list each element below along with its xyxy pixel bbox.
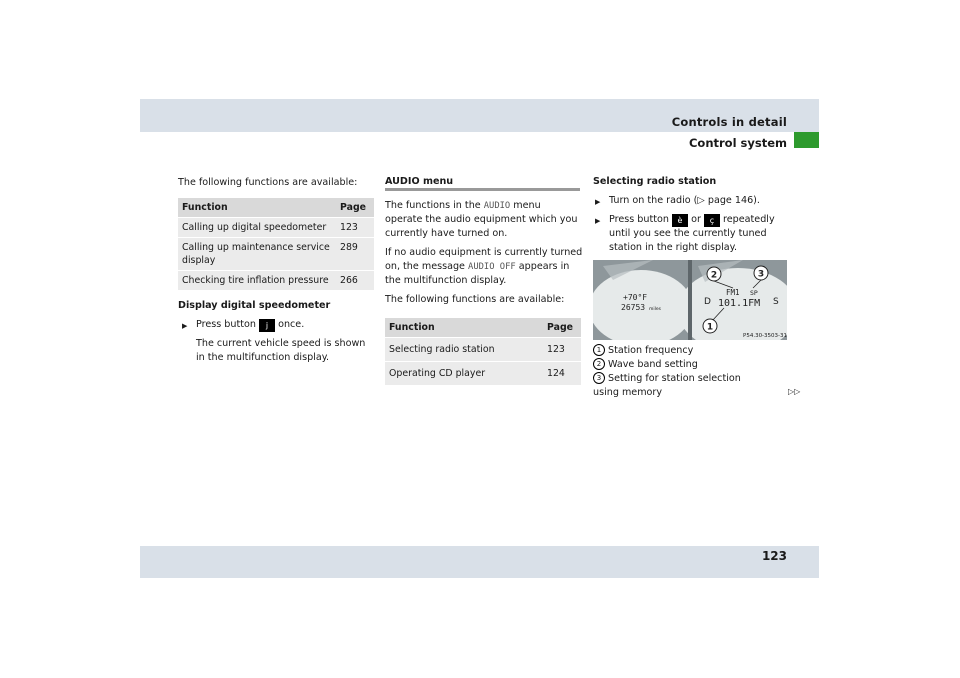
frequency-readout: 101.1FM (718, 298, 761, 309)
heading-rule (385, 188, 580, 191)
page-number: 123 (761, 549, 787, 563)
cluster-illustration (593, 260, 787, 340)
table-header-page: Page (336, 198, 374, 218)
miles-unit: miles (649, 307, 661, 312)
gear-s: S (773, 297, 779, 307)
svg-text:1: 1 (706, 322, 714, 333)
band-readout: FM1 (726, 288, 740, 297)
table-row: Operating CD player 124 (385, 362, 581, 386)
footer-band (140, 546, 819, 578)
svg-text:3: 3 (757, 269, 765, 280)
legend-item-1: 1 Station frequency (593, 344, 693, 358)
step-turn-on-radio: ▶ Turn on the radio (▷ page 146). (609, 194, 760, 208)
svg-text:2: 2 (710, 270, 718, 281)
table-row: Calling up digital speedometer 123 (178, 218, 374, 238)
step-press-button: ▶ Press button j once. (196, 318, 376, 332)
heading-selecting-radio: Selecting radio station (593, 176, 717, 187)
button-j-icon: j (259, 319, 275, 332)
chapter-title: Controls in detail (671, 115, 787, 129)
audio-p1: The functions in the AUDIO menu operate the audio equipment which you currently have turned on. (385, 200, 578, 239)
figure-code: P54.30-3503-31 (743, 333, 787, 339)
gear-d: D (704, 297, 711, 307)
table-row: Selecting radio station 123 (385, 338, 581, 362)
table-row: Calling up maintenance service display 289 (178, 238, 374, 271)
table-header-function: Function (385, 318, 543, 338)
section-title: Control system (688, 136, 787, 150)
button-down-icon: ç (704, 214, 720, 227)
sp-readout: SP (750, 289, 758, 297)
heading-digital-speedometer: Display digital speedometer (178, 300, 331, 311)
legend-item-3: 3 Setting for station selection using memory (593, 373, 741, 398)
button-up-icon: è (672, 214, 688, 227)
audio-p3: The following functions are available: (385, 294, 565, 305)
instrument-cluster-photo (593, 260, 787, 340)
col1-intro: The following functions are available: (178, 177, 358, 188)
step-press-buttons: ▶ Press button è or ç repeatedly until you see the currently tuned station in the right display. (609, 213, 789, 255)
table-row: Checking tire inflation pressure 266 (178, 271, 374, 291)
function-table-1 (178, 198, 374, 290)
odometer-readout: 26753 (621, 303, 646, 312)
table-header-function: Function (178, 198, 336, 218)
audio-p2: If no audio equipment is currently turned on, the message AUDIO OFF appears in the multifunction display. (385, 247, 583, 286)
temp-readout: +70°F (623, 293, 648, 302)
continued-marker: ▷▷ (788, 387, 801, 396)
legend-item-2: 2 Wave band setting (593, 358, 698, 372)
section-marker (794, 132, 819, 148)
step-note: The current vehicle speed is shown in the multifunction display. (196, 338, 366, 363)
heading-audio-menu: AUDIO menu (385, 176, 454, 187)
function-table-2 (385, 318, 581, 385)
table-header-page: Page (543, 318, 581, 338)
